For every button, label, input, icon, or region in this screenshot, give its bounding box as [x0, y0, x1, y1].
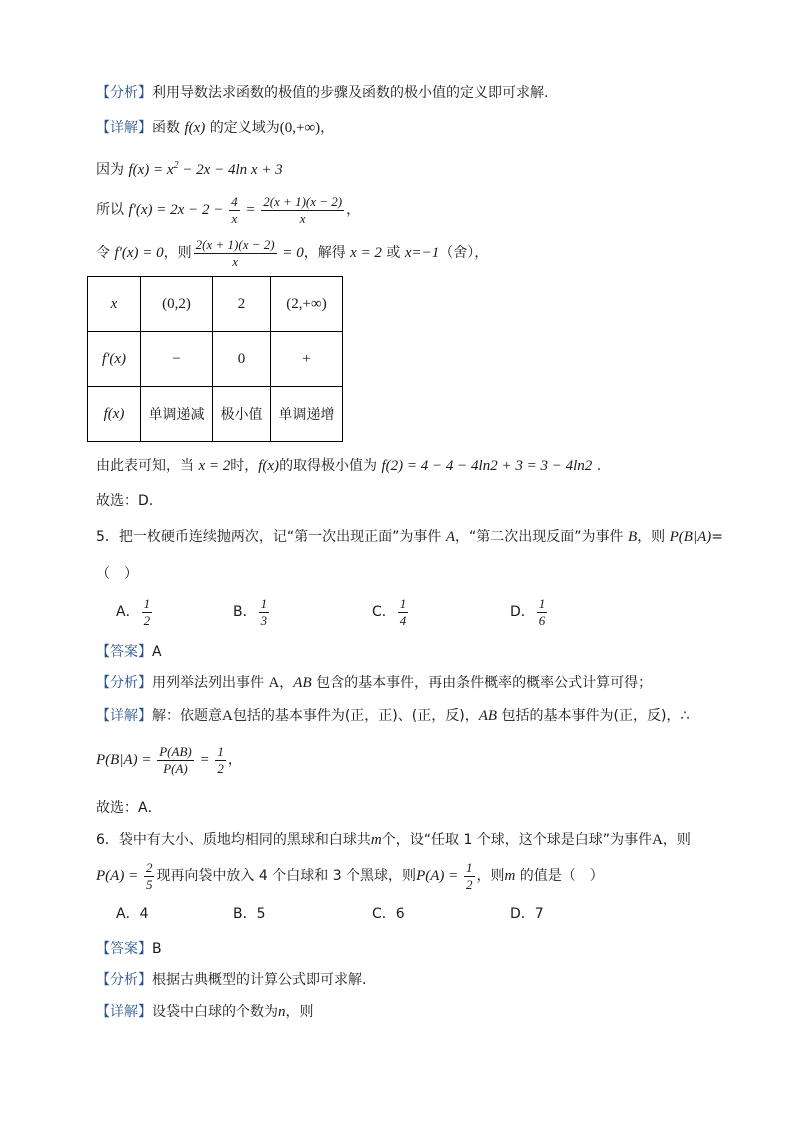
fraction	[261, 195, 344, 226]
math-expression: P(A) =	[96, 868, 142, 884]
text-segment: ，则	[163, 245, 192, 261]
text-segment: 设袋中白球的个数为	[152, 1004, 278, 1020]
text-segment: .	[592, 458, 602, 474]
q5-options	[0, 592, 794, 632]
option-b	[233, 592, 271, 632]
q5-analysis-line	[96, 673, 652, 693]
detail-tag: 【详解】	[96, 120, 152, 136]
prev-choice-line: 故选：D.	[96, 493, 154, 509]
math-expression: n	[278, 1004, 286, 1020]
math-expression: x = 2	[350, 245, 382, 261]
text-segment: 包括的基本事件为(正，反)，∴	[497, 708, 690, 724]
text-segment: 或	[381, 245, 405, 261]
analysis-text: 利用导数法求函数的极值的步骤及函数的极小值的定义即可求解.	[152, 85, 549, 101]
fraction-numerator: 1	[399, 595, 407, 611]
fraction-numerator: 2	[145, 859, 153, 875]
math-part: f(x) = x	[128, 162, 174, 178]
fraction-denominator: P(A)	[163, 760, 188, 776]
table-cell: f(x)	[88, 387, 141, 442]
text-segment: 函数	[152, 120, 180, 136]
q5-stem	[96, 527, 723, 547]
detail-tag: 【详解】	[96, 708, 152, 724]
fraction-numerator: 1	[260, 595, 268, 611]
answer-value: B	[152, 941, 162, 957]
fraction-numerator: 1	[466, 859, 473, 875]
q6-stem	[96, 830, 691, 850]
math-expression: A	[652, 832, 663, 848]
q6-analysis-line	[96, 970, 366, 990]
derivative-line	[96, 190, 360, 230]
answer-tag: 【答案】	[96, 941, 152, 957]
table-row	[88, 277, 343, 332]
table-cell: 单调递增	[271, 387, 343, 442]
table-row	[88, 387, 343, 442]
text-segment: ，	[320, 120, 335, 136]
table-cell: 单调递减	[141, 387, 213, 442]
fraction-numerator: 1	[538, 595, 546, 611]
math-expression: P(A) =	[416, 868, 462, 884]
text-segment: 用列举法列出事件	[152, 675, 269, 691]
text-segment: 6．袋中有大小、质地均相同的黑球和白球共	[96, 832, 371, 848]
text-segment: 包括的基本事件为(正，正)、(正，反)，	[232, 708, 479, 724]
option-label: A．	[116, 906, 140, 922]
fraction-denominator: 2	[143, 612, 151, 628]
table-cell: (2,+∞)	[271, 277, 343, 332]
q5-choice-line: 故选：A．	[96, 800, 162, 816]
math-expression: P(B|A)	[669, 529, 712, 545]
option-label: C．	[372, 906, 396, 922]
text-segment: ，则	[476, 868, 505, 884]
fraction-numerator: 4	[231, 193, 238, 209]
option-label: A．	[116, 604, 140, 620]
q5-detail-line	[96, 706, 689, 726]
analysis-tag: 【分析】	[96, 675, 152, 691]
table-cell: (0,2)	[141, 277, 213, 332]
text-segment: ，则	[662, 832, 691, 848]
text-segment: 的值是（ ）	[515, 868, 604, 884]
text-segment: ，解得	[303, 245, 351, 261]
table-cell: 0	[213, 332, 271, 387]
answer-value: A	[152, 644, 162, 660]
math-expression: AB	[293, 675, 312, 691]
text-segment: 由此表可知，当	[96, 458, 199, 474]
fraction-numerator: 1	[217, 743, 224, 759]
fraction-numerator: 2(x + 1)(x − 2)	[263, 193, 343, 209]
prev-detail-line	[96, 118, 334, 138]
fraction	[464, 861, 475, 892]
q5-answer-blank: （ ）	[96, 566, 138, 582]
option-label: B．	[233, 906, 257, 922]
text-segment: ，则	[637, 529, 670, 545]
table-cell: 极小值	[213, 387, 271, 442]
option-d	[510, 592, 549, 632]
text-segment: 包含的基本事件，再由条件概率的概率公式计算可得；	[311, 675, 653, 691]
option-b	[233, 904, 266, 924]
fraction-denominator: 3	[260, 612, 268, 628]
table-cell: f′(x)	[88, 332, 141, 387]
option-label: D．	[510, 604, 535, 620]
math-expression: B	[628, 529, 638, 545]
math-expression: x=−1	[404, 245, 440, 261]
text-segment: 的定义域为	[209, 120, 280, 136]
fraction	[144, 861, 155, 892]
text-segment: 解：依题意	[152, 708, 222, 724]
monotonicity-table	[87, 276, 343, 442]
analysis-tag: 【分析】	[96, 972, 152, 988]
math-expression: f′(x) = 0	[114, 245, 164, 261]
fraction	[194, 238, 277, 269]
text-segment: （舍），	[439, 245, 489, 261]
fraction-numerator: P(AB)	[159, 743, 192, 759]
option-a	[116, 592, 154, 632]
text-segment: 5．把一枚硬币连续抛两次，记“第一次出现正面”为事件	[96, 529, 446, 545]
text-segment: ，	[227, 752, 242, 768]
analysis-text: 根据古典概型的计算公式即可求解.	[152, 972, 367, 988]
function-definition-line	[96, 160, 283, 180]
option-a	[116, 904, 149, 924]
math-expression: AB	[478, 708, 498, 724]
q6-stem-continued	[96, 856, 604, 896]
solve-line	[96, 233, 488, 273]
math-expression: f(x)	[258, 458, 280, 474]
option-label: C．	[372, 604, 396, 620]
math-part: − 2x − 4ln x + 3	[178, 162, 283, 178]
detail-tag: 【详解】	[96, 1004, 152, 1020]
fraction	[259, 597, 270, 628]
math-expression: f(2) = 4 − 4 − 4ln2 + 3 = 3 − 4ln2	[381, 458, 593, 474]
text-segment: ，“第二次出现反面”为事件	[455, 529, 629, 545]
option-value: 6	[395, 906, 405, 922]
math-expression: m	[504, 868, 516, 884]
option-value: 4	[139, 906, 149, 922]
fraction-numerator: 1	[143, 595, 151, 611]
fraction	[229, 195, 240, 226]
text-segment: =	[711, 529, 723, 545]
table-cell: −	[141, 332, 213, 387]
text-segment: ，	[279, 675, 294, 691]
text-segment: 现再向袋中放入 4 个白球和 3 个黑球，则	[156, 868, 417, 884]
math-expression: f′(x) = 2x − 2 −	[128, 202, 228, 218]
conclusion-line	[96, 456, 601, 476]
q6-options	[0, 904, 794, 924]
math-expression: A	[268, 675, 280, 691]
math-expression: A	[222, 708, 233, 724]
math-expression: x = 2	[198, 458, 231, 474]
fraction	[398, 597, 409, 628]
fraction-denominator: x	[232, 253, 239, 269]
q5-answer-line	[96, 642, 162, 662]
table-row	[88, 332, 343, 387]
math-expression	[128, 162, 282, 178]
fraction-denominator: x	[231, 210, 238, 226]
fraction-denominator: 4	[399, 612, 407, 628]
text-segment: ，	[346, 202, 361, 218]
q6-answer-line	[96, 939, 162, 959]
fraction-denominator: 2	[217, 760, 224, 776]
math-expression: A	[445, 529, 456, 545]
text-segment: 因为	[96, 162, 124, 178]
q5-formula-line	[96, 740, 242, 780]
fraction-numerator: 2(x + 1)(x − 2)	[195, 236, 275, 252]
math-expression: f(x)	[184, 120, 206, 136]
math-expression: =	[241, 202, 260, 218]
fraction-denominator: 6	[538, 612, 546, 628]
math-expression: P(B|A) =	[96, 752, 156, 768]
option-value: 5	[256, 906, 266, 922]
option-d	[510, 904, 544, 924]
text-segment: 个，设“任取 1 个球，这个球是白球”为事件	[381, 832, 653, 848]
fraction-denominator: 2	[466, 876, 473, 892]
table-cell: 2	[213, 277, 271, 332]
text-segment: 令	[96, 245, 115, 261]
option-c	[372, 592, 410, 632]
prev-analysis-line	[96, 83, 548, 103]
table-cell: +	[271, 332, 343, 387]
fraction-denominator: x	[299, 210, 306, 226]
q6-detail-line	[96, 1002, 314, 1022]
answer-tag: 【答案】	[96, 644, 152, 660]
math-expression: =	[195, 752, 214, 768]
fraction	[142, 597, 153, 628]
exponent: 2	[173, 160, 179, 171]
text-segment: 的取得极小值为	[279, 458, 382, 474]
option-label: B．	[233, 604, 257, 620]
text-segment: 所以	[96, 202, 124, 218]
fraction	[537, 597, 548, 628]
text-segment: ，则	[285, 1004, 314, 1020]
option-c	[372, 904, 405, 924]
math-expression: m	[370, 832, 382, 848]
option-label: D．	[510, 906, 535, 922]
math-expression: = 0	[278, 245, 304, 261]
analysis-tag: 【分析】	[96, 85, 152, 101]
option-value: 7	[534, 906, 544, 922]
fraction	[157, 745, 193, 776]
math-expression: (0,+∞)	[279, 120, 321, 136]
fraction-denominator: 5	[145, 876, 153, 892]
table-cell: x	[88, 277, 141, 332]
text-segment: 时，	[230, 458, 259, 474]
fraction	[215, 745, 226, 776]
